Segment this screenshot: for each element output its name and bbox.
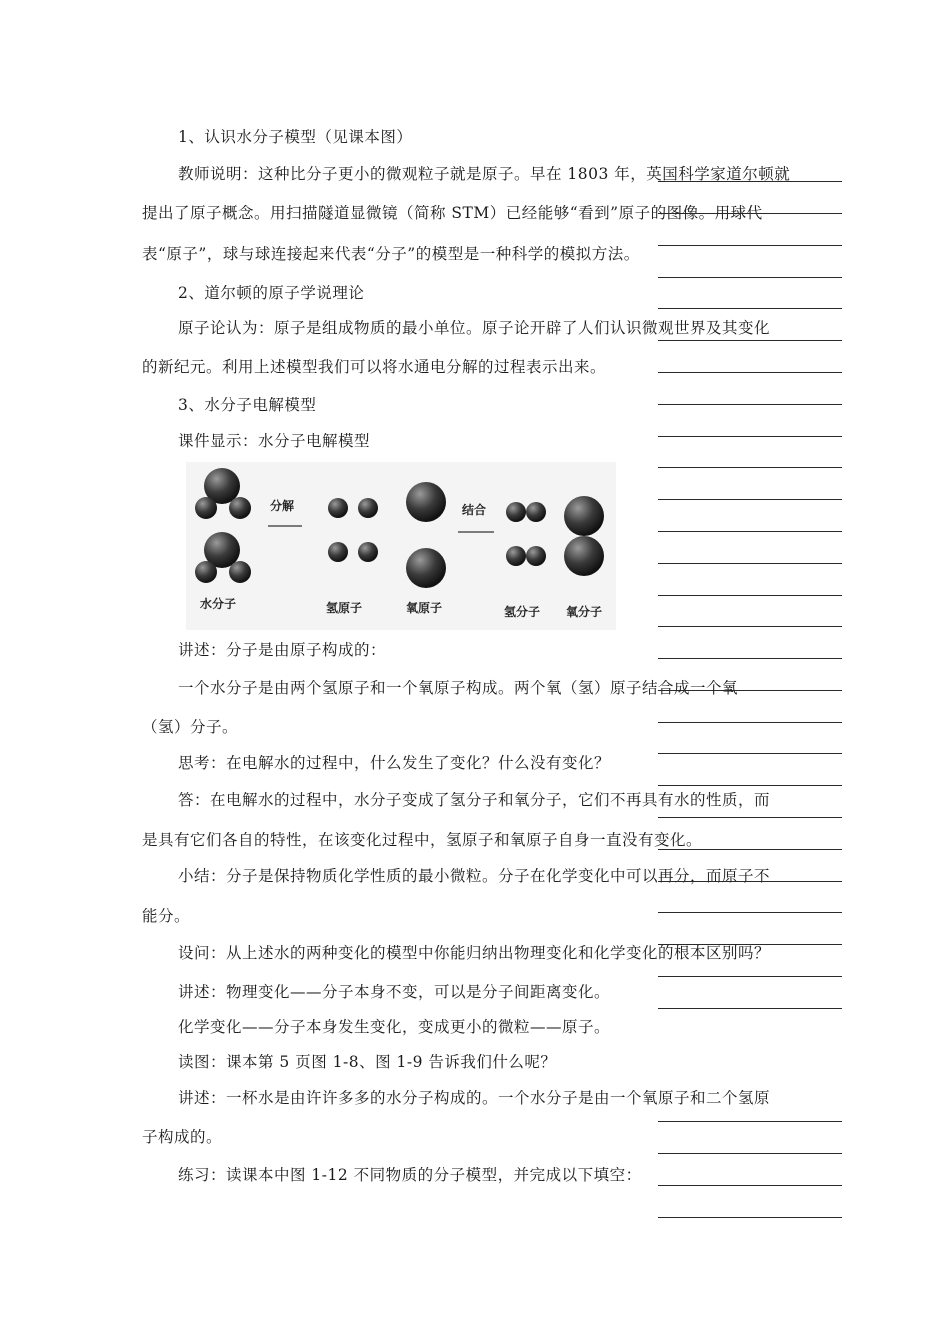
note-rule: [658, 563, 842, 564]
note-rule: [658, 372, 842, 373]
note-rule: [658, 1153, 842, 1154]
note-rule: [658, 277, 842, 278]
label-water-molecule: 水分子: [200, 597, 237, 611]
note-rule: [658, 531, 842, 532]
heading-3: 3、水分子电解模型: [178, 396, 317, 414]
hydrogen-atom: [328, 542, 348, 562]
hydrogen-atom: [358, 542, 378, 562]
note-rule: [658, 1217, 842, 1218]
label-oxygen-molecule: 氧分子: [566, 605, 603, 619]
label-oxygen-atom: 氧原子: [406, 601, 443, 615]
paragraph-line: 化学变化——分子本身发生变化，变成更小的微粒——原子。: [178, 1018, 611, 1036]
paragraph-line: 课件显示：水分子电解模型: [178, 432, 371, 450]
paragraph-line: 答：在电解水的过程中，水分子变成了氢分子和氧分子，它们不再具有水的性质，而: [178, 791, 771, 809]
water-molecule: [195, 532, 251, 583]
note-rule: [658, 340, 842, 341]
note-rule: [658, 467, 842, 468]
note-rule: [658, 308, 842, 309]
note-rule: [658, 817, 842, 818]
hydrogen-atom: [328, 498, 348, 518]
paragraph-line: 讲述：一杯水是由许许多多的水分子构成的。一个水分子是由一个氧原子和二个氢原: [178, 1089, 771, 1107]
note-rule: [658, 213, 842, 214]
paragraph-line: 练习：读课本中图 1-12 不同物质的分子模型，并完成以下填空：: [178, 1166, 642, 1184]
note-rule: [658, 785, 842, 786]
hydrogen-atom: [358, 498, 378, 518]
hydrogen-molecule: [506, 546, 546, 566]
oxygen-molecule: [564, 496, 604, 576]
paragraph-line: 读图：课本第 5 页图 1-8、图 1-9 告诉我们什么呢？: [178, 1053, 557, 1071]
note-rule: [658, 690, 842, 691]
note-rule: [658, 976, 842, 977]
note-rule: [658, 753, 842, 754]
oxygen-atom: [406, 548, 446, 588]
note-rule: [658, 912, 842, 913]
paragraph-line: 子构成的。: [142, 1128, 223, 1146]
paragraph-line: 讲述：分子是由原子构成的：: [178, 641, 387, 659]
label-hydrogen-molecule: 氢分子: [504, 605, 541, 619]
paragraph-line: 表“原子”，球与球连接起来代表“分子”的模型是一种科学的模拟方法。: [142, 245, 640, 263]
note-rule: [658, 181, 842, 182]
paragraph-line: 思考：在电解水的过程中，什么发生了变化？什么没有变化？: [178, 754, 611, 772]
note-rule: [658, 436, 842, 437]
paragraph-line: 讲述：物理变化——分子本身不变，可以是分子间距离变化。: [178, 983, 611, 1001]
paragraph-line: 一个水分子是由两个氢原子和一个氧原子构成。两个氧（氢）原子结合成一个氧: [178, 679, 739, 697]
note-rule: [658, 722, 842, 723]
decompose-label: 分解: [270, 499, 295, 513]
note-rule: [658, 404, 842, 405]
note-rule: [658, 595, 842, 596]
paragraph-line: 小结：分子是保持物质化学性质的最小微粒。分子在化学变化中可以再分，而原子不: [178, 867, 771, 885]
note-rule: [658, 1185, 842, 1186]
note-rule: [658, 881, 842, 882]
note-rule: [658, 626, 842, 627]
paragraph-line: 设问：从上述水的两种变化的模型中你能归纳出物理变化和化学变化的根本区别吗？: [178, 944, 771, 962]
water-molecule: [195, 468, 251, 519]
note-rule: [658, 499, 842, 500]
note-rule: [658, 245, 842, 246]
paragraph-line: 原子论认为：原子是组成物质的最小单位。原子论开辟了人们认识微观世界及其变化: [178, 319, 771, 337]
heading-1: 1、认识水分子模型（见课本图）: [178, 128, 413, 146]
paragraph-line: （氢）分子。: [142, 718, 239, 736]
heading-2: 2、道尔顿的原子学说理论: [178, 284, 365, 302]
note-rule: [658, 849, 842, 850]
water-electrolysis-figure: [186, 462, 616, 630]
paragraph-line: 提出了原子概念。用扫描隧道显微镜（简称 STM）已经能够“看到”原子的图像。用球代: [142, 204, 763, 222]
paragraph-line: 能分。: [142, 907, 191, 925]
oxygen-atom: [406, 482, 446, 522]
paragraph-line: 是具有它们各自的特性，在该变化过程中，氢原子和氧原子自身一直没有变化。: [142, 831, 703, 849]
note-rule: [658, 658, 842, 659]
note-rule: [658, 944, 842, 945]
label-hydrogen-atom: 氢原子: [326, 601, 363, 615]
hydrogen-molecule: [506, 502, 546, 522]
paragraph-line: 的新纪元。利用上述模型我们可以将水通电分解的过程表示出来。: [142, 358, 607, 376]
molecule-diagram: [186, 462, 616, 630]
note-rule: [658, 1121, 842, 1122]
note-rule: [658, 1008, 842, 1009]
combine-label: 结合: [462, 503, 487, 517]
paragraph-line: 教师说明：这种比分子更小的微观粒子就是原子。早在 1803 年，英国科学家道尔顿就: [178, 165, 791, 183]
